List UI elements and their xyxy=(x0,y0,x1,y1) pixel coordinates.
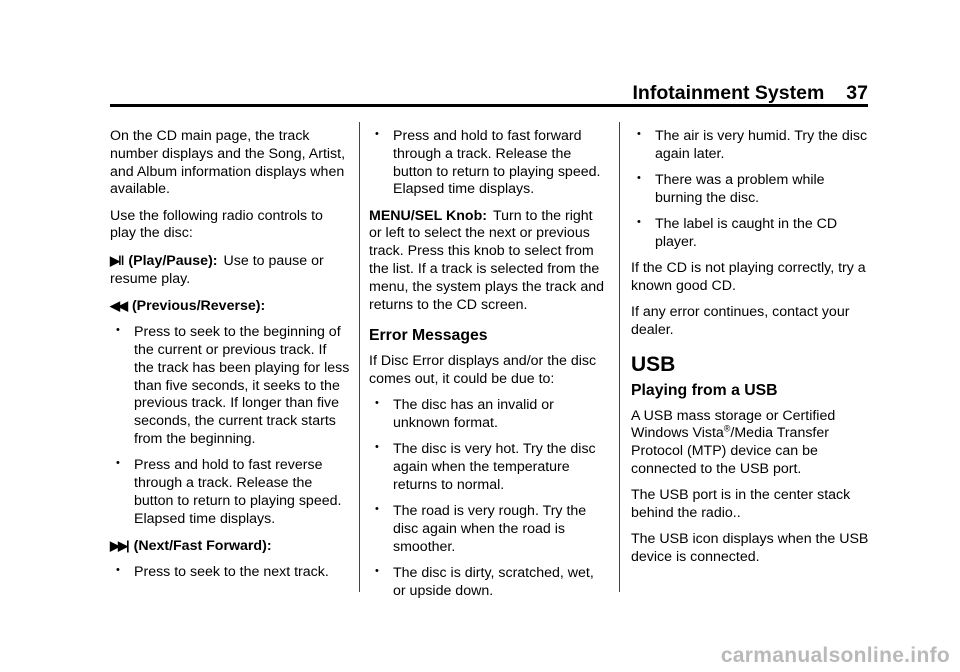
next-label: (Next/Fast Forward): xyxy=(133,537,272,554)
next-entry xyxy=(110,537,350,556)
header-title: Infotainment System xyxy=(632,82,825,104)
usb-port-paragraph: The USB port is in the center stack behind the radio.. xyxy=(631,487,851,522)
bullet-icon: • xyxy=(637,216,641,229)
list-item: • The disc is dirty, scratched, wet, or upside down. xyxy=(375,565,594,600)
next-icon: ▶▶| xyxy=(110,537,128,553)
usb-icon-paragraph: The USB icon displays when the USB device is connected. xyxy=(631,531,869,566)
page-header xyxy=(633,82,869,105)
menu-sel-knob-text: Turn to the right or left to select the next or previous track. Press this knob to select from the list. If a track is selected from the menu, the system plays the track and returns to the CD screen. xyxy=(369,207,604,313)
list-item: • The label is caught in the CD player. xyxy=(637,216,838,250)
previous-label: (Previous/Reverse): xyxy=(131,297,266,314)
cd-main-page-paragraph: On the CD main page, the track number displays and the Song, Artist, and Album information displays when available. xyxy=(110,128,346,198)
list-item: • There was a problem while burning the disc. xyxy=(637,172,825,206)
play-pause-entry xyxy=(110,252,350,289)
list-item: • The disc has an invalid or unknown format. xyxy=(375,397,554,432)
list-item: • The air is very humid. Try the disc again later. xyxy=(637,128,868,162)
bullet-icon: • xyxy=(375,441,379,454)
controls-intro-paragraph: Use the following radio controls to play the disc: xyxy=(110,207,323,242)
previous-icon: ◀◀ xyxy=(110,297,126,313)
list-item: • Press and hold to fast forward through a track. Release the button to return to playing speed. Elapsed time displays. xyxy=(375,128,601,198)
column-1 xyxy=(110,128,350,591)
watermark: carmanualsonline.info xyxy=(720,644,950,667)
usb-device-paragraph: A USB mass storage or Certified Windows Vista®/Media Transfer Protocol (MTP) device can be connected to the USB port. xyxy=(631,407,836,477)
bullet-icon: • xyxy=(116,564,120,577)
list-item: • The road is very rough. Try the disc again when the road is smoother. xyxy=(375,503,587,555)
play-pause-text: Use to pause or resume play. xyxy=(110,252,324,287)
column-divider-1 xyxy=(359,122,360,592)
bullet-icon: • xyxy=(375,565,379,578)
registered-mark: ® xyxy=(723,423,731,434)
play-pause-label: (Play/Pause): xyxy=(128,252,218,269)
page-number: 37 xyxy=(846,82,868,104)
menu-sel-knob-entry xyxy=(369,208,609,315)
bullet-icon: • xyxy=(116,324,120,337)
column-2 xyxy=(369,128,609,609)
play-pause-icon: ▶‖ xyxy=(110,252,123,268)
playing-from-usb-heading: Playing from a USB xyxy=(631,381,778,399)
cd-not-playing-paragraph: If the CD is not playing correctly, try a known good CD. xyxy=(631,260,866,295)
column-divider-2 xyxy=(619,122,620,592)
list-item: • Press to seek to the next track. xyxy=(116,564,329,581)
header-rule xyxy=(110,104,868,107)
column-3 xyxy=(631,128,871,575)
error-messages-heading: Error Messages xyxy=(369,327,488,345)
bullet-icon: • xyxy=(116,457,120,470)
list-item: • The disc is very hot. Try the disc again when the temperature returns to normal. xyxy=(375,441,596,494)
bullet-icon: • xyxy=(375,397,379,410)
bullet-icon: • xyxy=(375,503,379,516)
usb-heading: USB xyxy=(631,352,676,376)
error-intro-paragraph: If Disc Error displays and/or the disc comes out, it could be due to: xyxy=(369,353,597,388)
list-item: • Press and hold to fast reverse through a track. Release the button to return to playing speed. Elapsed time displays. xyxy=(116,457,342,527)
contact-dealer-paragraph: If any error continues, contact your dealer. xyxy=(631,304,850,339)
previous-entry xyxy=(110,297,350,316)
bullet-icon: • xyxy=(375,128,379,140)
bullet-icon: • xyxy=(637,128,641,140)
bullet-icon: • xyxy=(637,172,641,185)
menu-sel-knob-label: MENU/SEL Knob: xyxy=(369,207,487,224)
list-item: • Press to seek to the beginning of the current or previous track. If the track has been playing for less than five seconds, it seeks to the previous track. If longer than five seconds, the current track starts from the beginning. xyxy=(116,324,350,447)
